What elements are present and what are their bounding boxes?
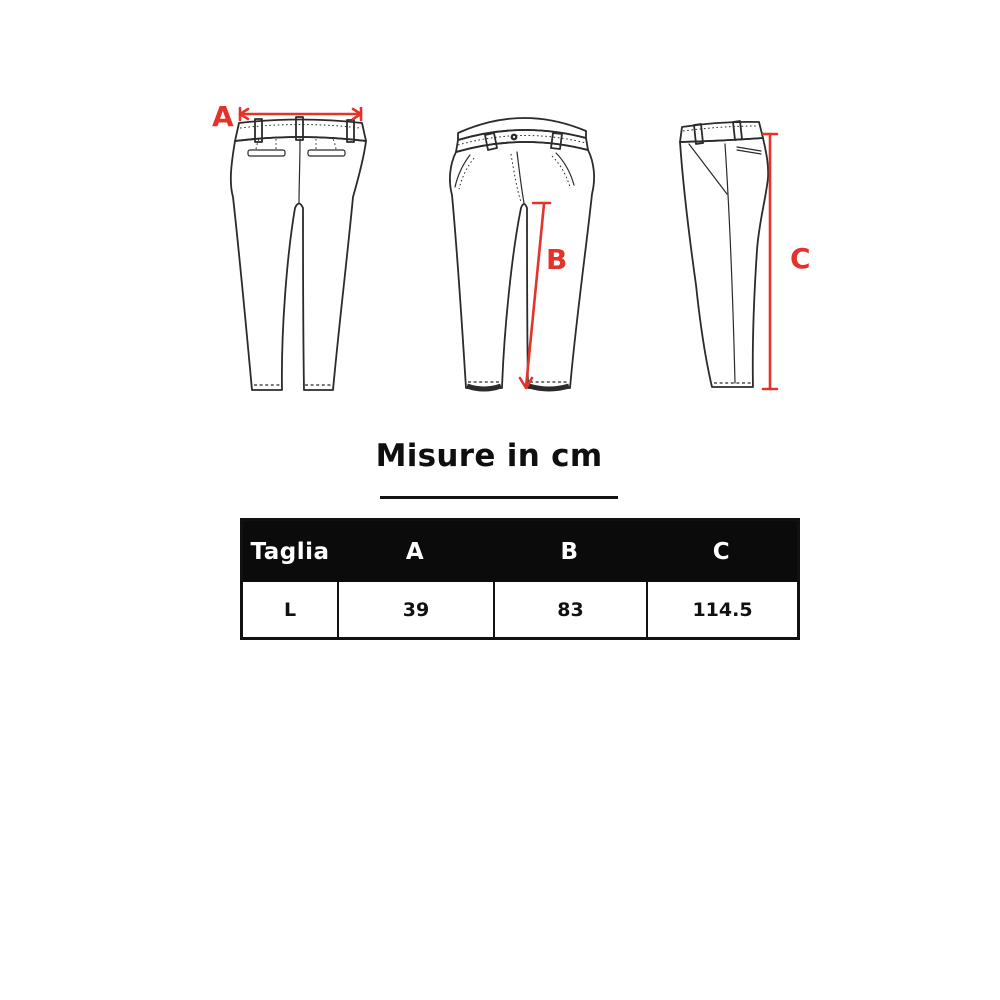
measure-label-b: B: [546, 243, 568, 276]
side-seam: [689, 144, 727, 194]
pants-front-view-figure: [440, 100, 640, 400]
front-waistband-stitch: [458, 135, 586, 145]
front-pocket-left: [455, 155, 470, 187]
pants-back-drawing: [231, 117, 366, 390]
header-cell-b: B: [560, 538, 579, 565]
side-belt-loop: [733, 121, 742, 140]
front-fly-stitch: [511, 154, 521, 202]
header-cell-taglia: Taglia: [250, 538, 330, 565]
front-pocket-left-stitch: [459, 158, 474, 189]
back-pocket-right: [308, 150, 345, 156]
size-table-header-row: [243, 521, 797, 582]
back-pocket-left: [248, 150, 285, 156]
front-hem-shadow: [467, 386, 569, 389]
side-crease-line: [725, 144, 735, 383]
side-pocket-welt: [737, 147, 761, 154]
measure-line-c: [763, 134, 777, 389]
header-cell-a: A: [405, 538, 425, 565]
back-center-seam: [299, 139, 300, 203]
side-waistband: [680, 122, 763, 142]
back-waistband-stitch: [240, 125, 360, 129]
cell-measure-c: 114.5: [646, 582, 797, 637]
front-pocket-right-stitch: [552, 156, 570, 187]
front-waistband-inner-dark: [458, 118, 586, 140]
side-body-outline: [680, 138, 768, 387]
pants-back-view-figure: [200, 95, 380, 405]
cell-measure-b: 83: [493, 582, 646, 637]
front-fly-seam: [517, 152, 524, 203]
back-body-outline: [231, 137, 366, 390]
front-belt-loop: [485, 133, 497, 150]
cell-measure-a: 39: [337, 582, 493, 637]
pants-front-drawing: [450, 118, 594, 389]
front-belt-loop: [551, 133, 562, 149]
title-underline: [380, 496, 618, 499]
measure-label-a: A: [212, 100, 234, 133]
page-title: Misure in cm: [375, 438, 603, 474]
cell-size: L: [283, 598, 297, 621]
measure-label-c: C: [790, 242, 811, 275]
size-table: [240, 518, 800, 640]
header-cell-c: C: [712, 538, 731, 565]
title-wrap: [0, 438, 978, 474]
pants-side-drawing: [680, 121, 768, 387]
measure-line-b: [520, 203, 550, 388]
front-button-detail: [513, 136, 515, 138]
front-pocket-right: [556, 153, 574, 185]
size-table-data-row: [243, 582, 797, 637]
